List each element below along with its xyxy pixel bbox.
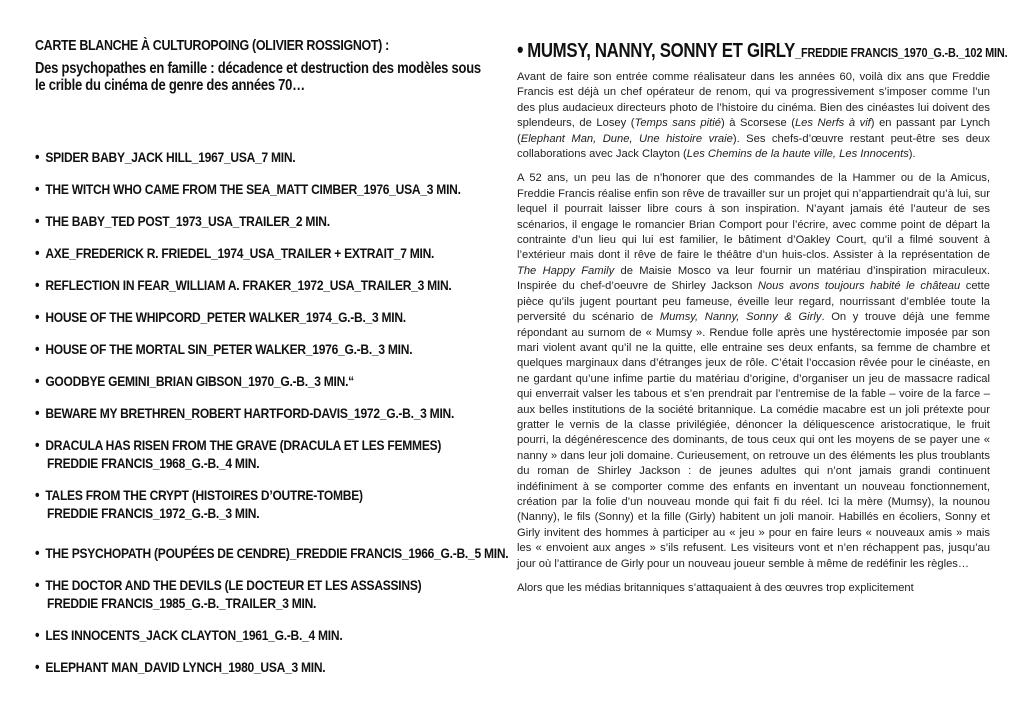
article-paragraph-1: Avant de faire son entrée comme réalisateur dans les années 60, voilà dix ans que Freddie Francis est déjà un chef opérateur de renom, qui va progressivement s’imposer comme l’un des plus audacieux directeurs photo de l’histoire du cinéma. Bien des cinéastes lui doivent des splendeurs, de Losey (Temps sans pitié) à Scorsese (Les Nerfs à vif) en passant par Lynch (Elephant Man, Dune, Une histoire vraie). Ses chefs-d’œuvre restant peut-être ses deux collaborations avec Jack Clayton (Les Chemins de la haute ville, Les Innocents).	[517, 71, 990, 161]
bullet-icon: •	[35, 149, 40, 166]
film-list-item	[35, 626, 392, 644]
film-entry-text: AXE_FREDERICK R. FRIEDEL_1974_USA_TRAILER + EXTRAIT_7 MIN.	[45, 245, 435, 261]
bullet-icon: •	[35, 659, 40, 676]
film-entry-text: GOODBYE GEMINI_BRIAN GIBSON_1970_G.-B._3 MIN.“	[45, 373, 354, 389]
film-list-item	[35, 308, 466, 326]
bullet-icon: •	[35, 245, 40, 262]
bullet-icon: •	[35, 437, 40, 454]
film-list-item	[35, 436, 507, 472]
bullet-icon: •	[35, 373, 40, 390]
subtitle-line: le crible du cinéma de genre des années 70…	[35, 77, 305, 94]
bullet-icon: •	[35, 405, 40, 422]
bullet-icon: •	[35, 277, 40, 294]
bullet-icon: •	[35, 309, 40, 326]
bullet-icon: •	[35, 213, 40, 230]
film-list-item	[35, 180, 530, 198]
bullet-icon: •	[35, 487, 40, 504]
article-paragraph-3: Alors que les médias britanniques s’attaquaient à des œuvres trop explicitement	[517, 582, 914, 594]
film-entry-text: THE DOCTOR AND THE DEVILS (LE DOCTEUR ET LES ASSASSINS)	[45, 577, 422, 593]
bullet-icon: •	[35, 181, 40, 198]
bullet-icon: •	[35, 545, 40, 562]
film-list-item	[35, 276, 519, 294]
bullet-icon: •	[35, 577, 40, 594]
film-entry-text: ELEPHANT MAN_DAVID LYNCH_1980_USA_3 MIN.	[45, 659, 326, 675]
film-entry-text: THE BABY_TED POST_1973_USA_TRAILER_2 MIN.	[45, 213, 330, 229]
film-list-item	[35, 372, 406, 390]
feature-article	[517, 37, 1008, 596]
program-intro	[35, 38, 500, 94]
film-entry-text: SPIDER BABY_JACK HILL_1967_USA_7 MIN.	[45, 149, 296, 165]
film-list-item	[35, 244, 499, 262]
film-list-item	[35, 212, 378, 230]
film-entry-text: FREDDIE FRANCIS_1985_G.-B._TRAILER_3 MIN.	[47, 595, 317, 611]
subtitle-line: Des psychopathes en famille : décadence et destruction des modèles sous	[35, 60, 481, 77]
film-list-item	[35, 576, 484, 612]
feature-title	[517, 37, 1008, 62]
film-entry-text: HOUSE OF THE MORTAL SIN_PETER WALKER_1976_G.-B._3 MIN.	[45, 341, 413, 357]
film-entry-text: THE PSYCHOPATH (POUPÉES DE CENDRE)_FREDDIE FRANCIS_1966_G.-B._5 MIN.	[45, 545, 509, 561]
film-list-item	[35, 544, 585, 562]
bullet-icon: •	[35, 341, 40, 358]
film-entry-text: THE WITCH WHO CAME FROM THE SEA_MATT CIMBER_1976_USA_3 MIN.	[45, 181, 461, 197]
film-entry-text: FREDDIE FRANCIS_1972_G.-B._3 MIN.	[47, 505, 260, 521]
film-list-item	[35, 658, 373, 676]
film-entry-text: BEWARE MY BRETHREN_ROBERT HARTFORD-DAVIS_1972_G.-B._3 MIN.	[45, 405, 455, 421]
bullet-icon: •	[35, 627, 40, 644]
feature-film-credit: _FREDDIE FRANCIS_1970_G.-B._102 MIN.	[795, 45, 1008, 60]
film-list-item	[35, 148, 338, 166]
film-entry-text: LES INNOCENTS_JACK CLAYTON_1961_G.-B._4 MIN.	[45, 627, 343, 643]
film-entry-text: TALES FROM THE CRYPT (HISTOIRES D’OUTRE-TOMBE)	[45, 487, 363, 503]
feature-film-title: MUMSY, NANNY, SONNY ET GIRLY	[527, 40, 796, 62]
film-list-item	[35, 340, 474, 358]
film-entry-text: HOUSE OF THE WHIPCORD_PETER WALKER_1974_G.-B._3 MIN.	[45, 309, 406, 325]
article-paragraph-2: A 52 ans, un peu las de n’honorer que des commandes de la Hammer ou de la Amicus, Freddie Francis réalise enfin son rêve de travailler sur un projet qui n’appartiendrait qu’à lui, sur lequel il pourrait laisser libre cours à son inspiration. N’ayant jamais été l’auteur de ses scénarios, il engage le romancier Brian Comport pour l’écrire, avec comme point de départ la contrainte d’un lieu qui lui est familier, le bâtiment d’Oakley Court, qu’il a filmé souvent à l’extérieur mais dont il rêve de faire le théâtre d’un huis-clos. Assister à la représentation de The Happy Family de Maisie Mosco va leur fournir un matériau d’inspiration miraculeux. Inspirée du chef-d’oeuvre de Shirley Jackson Nous avons toujours habité le château cette pièce qu’ils jugent pourtant peu fameuse, éveille leur regard, nourrissant d’emblée toute la perversité du scénario de Mumsy, Nanny, Sonny & Girly. On y trouve déjà une femme répondant au surnom de « Mumsy ». Rendue folle après une hystérectomie imposée par son mari violent avant qu’il ne la quitte, elle entraine ses deux enfants, sa femme de chambre et quelques marginaux dans d’étranges jeux de rôle. C’était l’occasion rêvée pour le cinéaste, en ne gardant qu’une infime partie du matériau d’origine, d’organiser un jeu de massacre radical qui enverrait valser les tabous et s’en prendrait par l’entremise de la fable – voire de la farce – aux belles institutions de la société britannique. La comédie macabre est un joli prétexte pour gratter le vernis de la classe privilégiée, dénoncer la déliquescence aristocratique, le fruit pourri, la dégénérescence des dominants, de tous ceux qui ont les moyens de se payer une « nanny » dans leur joli domaine. Curieusement, on retrouve un des éléments les plus troublants du roman de Shirley Jackson : de jeunes adultes qui n’ont jamais grandi continuent indéfiniment à se comporter comme des enfants en inventant un nouveau fonctionnement, création par la folie d’un nouveau monde qui fait fi du réel. Ici la mère (Mumsy), la nounou (Nanny), le fils (Sonny) et la fille (Girly) habitent un joli manoir. Habillés en écoliers, Sonny et Girly invitent des hommes à participer au « jeu » pour en faire leurs « nouveaux amis » mais les « envoient aux anges » s’ils refusent. Les visiteurs vont et n’en réchappent pas, jusqu’au jour où l’attirance de Girly pour un nouveau joueur semble à même de redéfinir les règles…	[517, 172, 990, 570]
film-list-item	[35, 404, 522, 422]
title-bullet: •	[517, 37, 524, 62]
film-entry-text: FREDDIE FRANCIS_1968_G.-B._4 MIN.	[47, 455, 260, 471]
film-entry-text: DRACULA HAS RISEN FROM THE GRAVE (DRACULA ET LES FEMMES)	[45, 437, 442, 453]
article-body	[517, 70, 990, 596]
program-header: CARTE BLANCHE À CULTUROPOING (OLIVIER ROSSIGNOT) :	[35, 38, 389, 54]
film-entry-text: REFLECTION IN FEAR_WILLIAM A. FRAKER_1972_USA_TRAILER_3 MIN.	[45, 277, 452, 293]
film-list-item	[35, 486, 416, 522]
program-subtitle	[35, 60, 500, 94]
